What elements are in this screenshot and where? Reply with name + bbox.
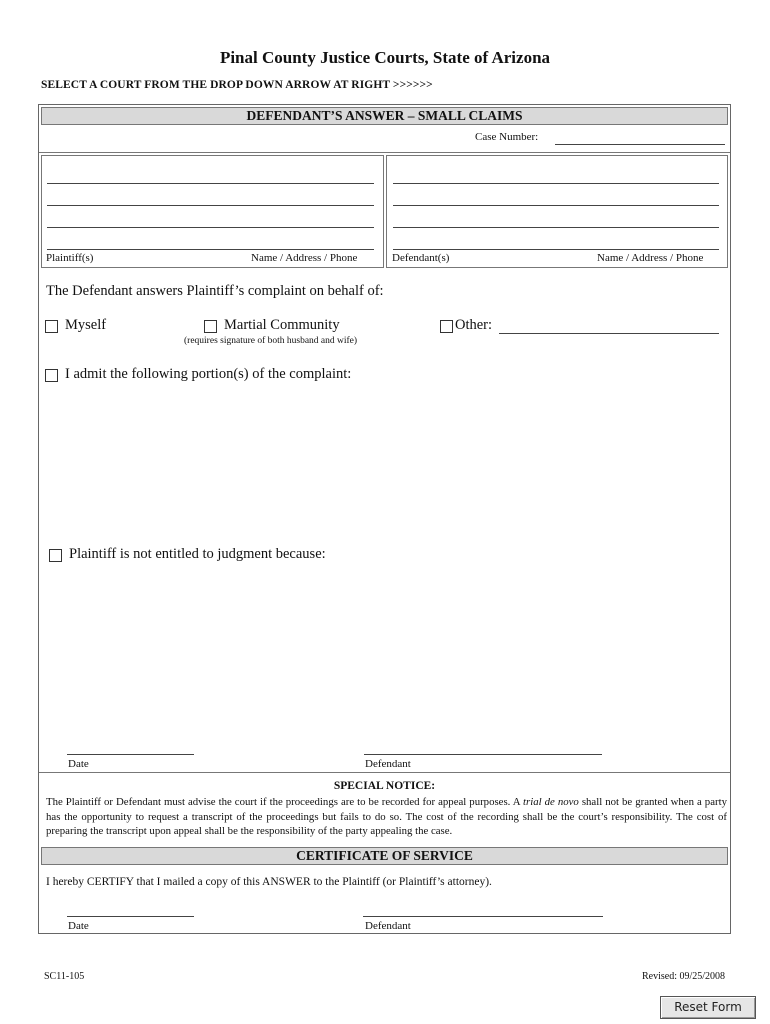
plaintiff-line[interactable] [47, 249, 374, 250]
other-checkbox[interactable] [440, 320, 453, 333]
plaintiff-caption: Name / Address / Phone [251, 252, 358, 264]
defendant-line[interactable] [393, 227, 719, 228]
marital-community-note: (requires signature of both husband and wife) [184, 336, 358, 346]
behalf-statement: The Defendant answers Plaintiff’s complaint on behalf of: [46, 283, 384, 299]
special-notice-heading: SPECIAL NOTICE: [333, 780, 436, 792]
certificate-heading: CERTIFICATE OF SERVICE [41, 847, 728, 865]
certificate-date-label: Date [68, 920, 89, 932]
other-label: Other: [455, 317, 493, 333]
certificate-defendant-line[interactable] [363, 916, 603, 917]
date-signature-line[interactable] [67, 754, 194, 755]
answer-heading: DEFENDANT’S ANSWER – SMALL CLAIMS [41, 107, 728, 125]
marital-community-label: Martial Community [224, 317, 340, 333]
defendant-line[interactable] [393, 205, 719, 206]
defendant-line[interactable] [393, 249, 719, 250]
special-notice-text: The Plaintiff or Defendant must advise the court if the proceedings are to be recorded for appeal purposes. A trial de novo shall not be granted when a party has the opportunity to request a transcript of the proceedings but fails to do so. The cost of the recording shall be the court’s responsibility. The cost of preparing the transcript upon appeal shall be the responsibility of the party appealing the case. [46, 796, 727, 837]
not-entitled-label: Plaintiff is not entitled to judgment because: [69, 546, 326, 562]
plaintiff-line[interactable] [47, 227, 374, 228]
admit-text-area[interactable] [63, 390, 713, 540]
certificate-statement: I hereby CERTIFY that I mailed a copy of this ANSWER to the Plaintiff (or Plaintiff’s attorney). [46, 876, 492, 888]
myself-label: Myself [65, 317, 107, 333]
marital-community-checkbox[interactable] [204, 320, 217, 333]
defendant-signature-line[interactable] [364, 754, 602, 755]
defendant-line[interactable] [393, 183, 719, 184]
not-entitled-checkbox[interactable] [49, 549, 62, 562]
revised-date: Revised: 09/25/2008 [642, 971, 726, 982]
date-label: Date [68, 758, 89, 770]
defendant-signature-label: Defendant [365, 758, 411, 770]
certificate-defendant-label: Defendant [365, 920, 411, 932]
admit-label: I admit the following portion(s) of the complaint: [65, 366, 352, 382]
defendant-label: Defendant(s) [392, 252, 450, 264]
other-field[interactable] [499, 333, 719, 334]
admit-checkbox[interactable] [45, 369, 58, 382]
court-select-instruction: SELECT A COURT FROM THE DROP DOWN ARROW AT RIGHT >>>>>> [41, 79, 433, 91]
form-frame [38, 104, 731, 934]
case-number-field[interactable] [555, 144, 725, 145]
reset-form-button[interactable]: Reset Form [660, 996, 756, 1019]
certificate-date-line[interactable] [67, 916, 194, 917]
defendant-caption: Name / Address / Phone [597, 252, 704, 264]
plaintiff-line[interactable] [47, 183, 374, 184]
divider [39, 772, 730, 773]
plaintiff-label: Plaintiff(s) [46, 252, 94, 264]
myself-checkbox[interactable] [45, 320, 58, 333]
divider [39, 152, 730, 153]
plaintiff-line[interactable] [47, 205, 374, 206]
page-title: Pinal County Justice Courts, State of Arizona [219, 48, 551, 67]
case-number-label: Case Number: [475, 131, 539, 143]
form-code: SC11-105 [44, 971, 85, 982]
not-entitled-text-area[interactable] [67, 570, 713, 740]
